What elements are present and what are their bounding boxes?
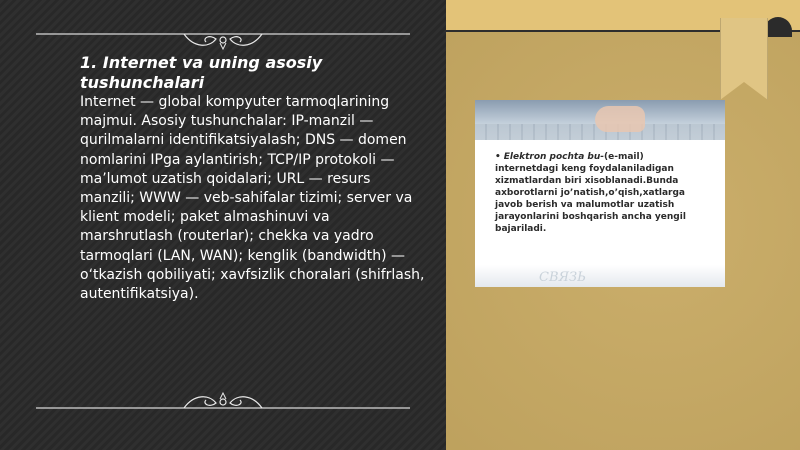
- slide-body-text: Internet — global kompyuter tarmoqlarining majmui. Asosiy tushunchalar: IP-manzil — qurilmalarni identifikatsiyalash; DNS — domen nomlarini IPga aylantirish; TCP/IP protokoli — ma’lumot uzatish qoidalari; URL — resurs manzili; WWW — veb-sahifalar tizimi; server va klient modeli; paket almashinuvi va marshrutlash (routerlar); chekka va yadro tarmoqlari (LAN, WAN); kenglik (bandwidth) — o‘tkazish qobiliyati; xavfsizlik choralari (shifrlash, autentifikatsiya).: [80, 94, 425, 303]
- bookmark-ribbon-icon: [720, 18, 768, 100]
- email-description: [495, 151, 710, 235]
- hand-shape: [595, 106, 645, 132]
- ornament-icon: [34, 30, 412, 50]
- ornament-icon: [34, 392, 412, 412]
- ornament-divider-top: [34, 30, 412, 50]
- ornament-divider-bottom: [34, 392, 412, 412]
- keyboard-photo: [475, 100, 725, 140]
- page-curl-icon: [764, 17, 792, 37]
- email-text: (e-mail) internetdagi keng foydalaniladigan xizmatlardan biri xisoblanadi.Bunda axborotlarni jo’natish,o’qish,xatlarga javob berish va malumotlar uzatish jarayonlarini boshqarish ancha yengil bajariladi.: [495, 152, 686, 234]
- slide-title: 1. Internet va uning asosiy tushunchalari: [80, 53, 323, 92]
- email-lead: Elektron pochta bu-: [503, 152, 605, 162]
- card-footer: [475, 265, 725, 287]
- bullet-icon: •: [495, 152, 501, 162]
- card-logo: СВЯЗЬ: [539, 270, 586, 285]
- email-image-card: [475, 100, 725, 287]
